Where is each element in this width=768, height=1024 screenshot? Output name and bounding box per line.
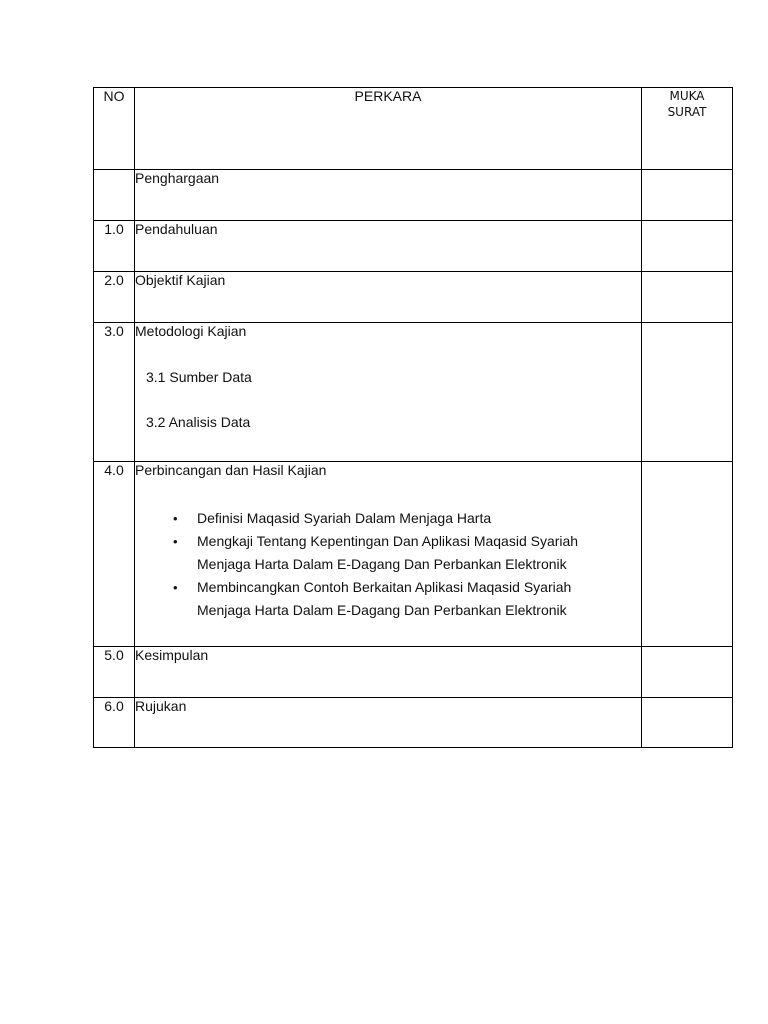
row-number: 1.0: [94, 221, 135, 272]
row-title: Kesimpulan: [135, 647, 642, 698]
header-muka-surat-line2: SURAT: [667, 105, 707, 119]
table-row: [94, 272, 733, 323]
row-content: [135, 462, 642, 647]
table-row: [94, 170, 733, 221]
bullet-icon: •: [173, 511, 178, 526]
bullet-line: Definisi Maqasid Syariah Dalam Menjaga Harta: [197, 510, 492, 526]
row-title: Perbincangan dan Hasil Kajian: [135, 462, 327, 478]
table-row: [94, 647, 733, 698]
row-page-number: [642, 462, 733, 647]
bullet-icon: •: [173, 534, 178, 549]
row-page-number: [642, 647, 733, 698]
row-page-number: [642, 221, 733, 272]
bullet-list: [135, 507, 641, 622]
header-muka-surat: [642, 88, 733, 170]
row-page-number: [642, 698, 733, 748]
table-row: [94, 462, 733, 647]
row-title: Rujukan: [135, 698, 642, 748]
table-header-row: [94, 88, 733, 170]
table-row: [94, 221, 733, 272]
row-title: Pendahuluan: [135, 221, 642, 272]
row-number: 6.0: [94, 698, 135, 748]
bullet-line: Menjaga Harta Dalam E-Dagang Dan Perbankan Elektronik: [197, 556, 567, 572]
row-number: 3.0: [94, 323, 135, 462]
row-page-number: [642, 272, 733, 323]
subitem: 3.2 Analisis Data: [146, 414, 251, 430]
row-number: [94, 170, 135, 221]
row-page-number: [642, 323, 733, 462]
table-row: [94, 323, 733, 462]
header-perkara: PERKARA: [135, 88, 642, 170]
bullet-line: Mengkaji Tentang Kepentingan Dan Aplikasi Maqasid Syariah: [197, 533, 579, 549]
row-number: 5.0: [94, 647, 135, 698]
table-of-contents: [93, 87, 733, 748]
bullet-line: Membincangkan Contoh Berkaitan Aplikasi Maqasid Syariah: [197, 579, 572, 595]
row-title: Objektif Kajian: [135, 272, 642, 323]
bullet-icon: •: [173, 580, 178, 595]
row-number: 2.0: [94, 272, 135, 323]
row-content: [135, 323, 642, 462]
bullet-item: [173, 530, 641, 576]
header-no: NO: [94, 88, 135, 170]
row-number: 4.0: [94, 462, 135, 647]
subitem: 3.1 Sumber Data: [146, 369, 252, 385]
header-muka-surat-line1: MUKA: [669, 89, 705, 103]
bullet-line: Menjaga Harta Dalam E-Dagang Dan Perbankan Elektronik: [197, 602, 567, 618]
bullet-item: [173, 507, 641, 530]
row-page-number: [642, 170, 733, 221]
table-row: [94, 698, 733, 748]
bullet-item: [173, 576, 641, 622]
row-title: Metodologi Kajian: [135, 323, 247, 339]
row-title: Penghargaan: [135, 170, 642, 221]
